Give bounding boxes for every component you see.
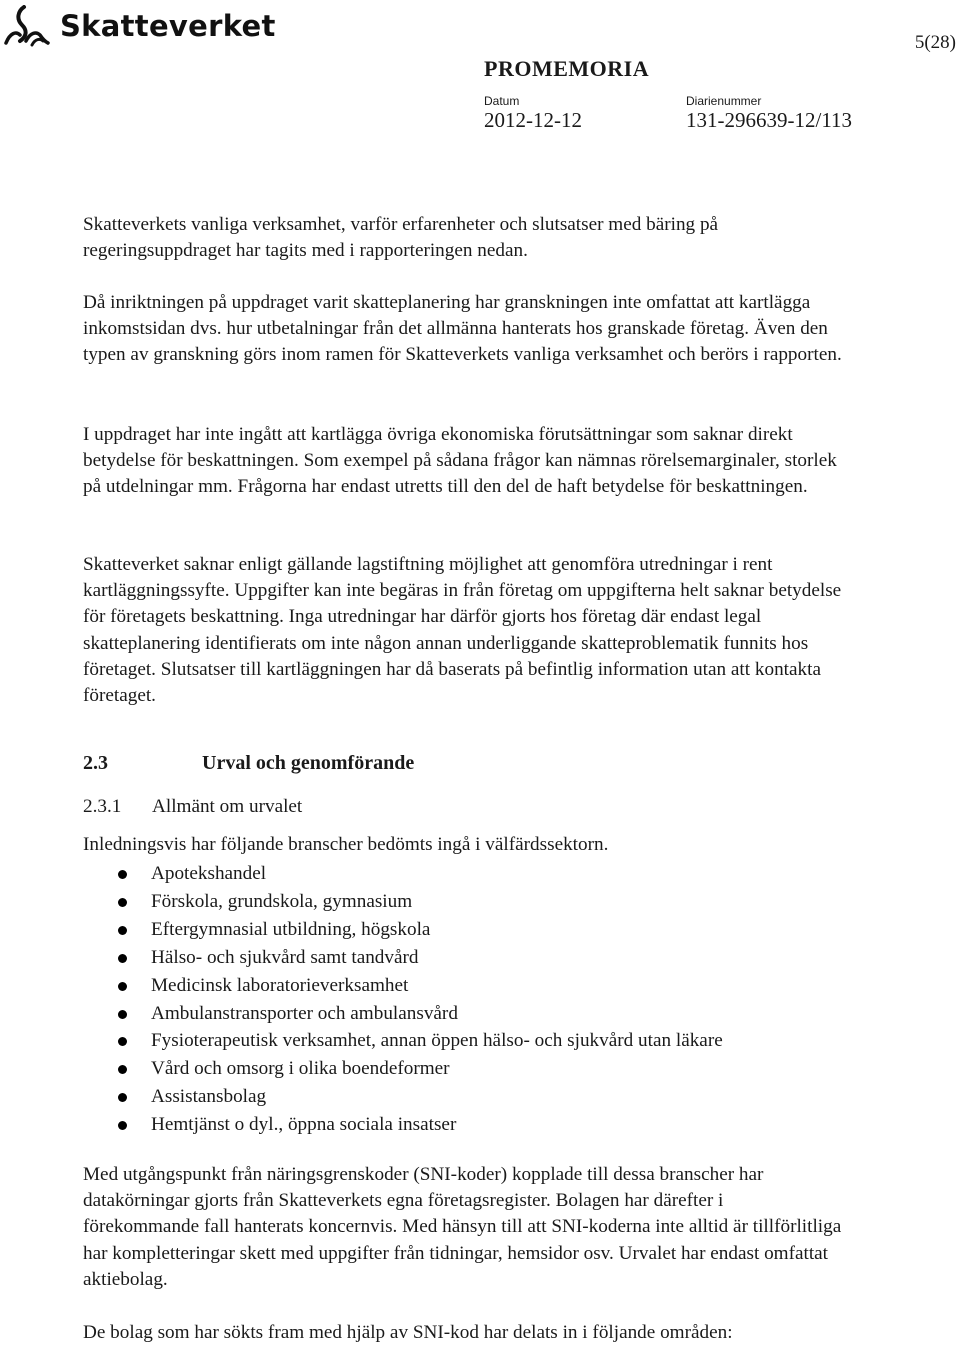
paragraph-5: Inledningsvis har följande branscher bedömts ingå i välfärdssektorn.	[83, 834, 609, 855]
date-label: Datum	[484, 94, 520, 108]
list-item: Hemtjänst o dyl., öppna sociala insatser	[83, 1111, 883, 1139]
list-item: Vård och omsorg i olika boendeformer	[83, 1055, 883, 1083]
paragraph-3: I uppdraget har inte ingått att kartlägga övriga ekonomiska förutsättningar som saknar direkt betydelse för beskattningen. Som exempel på sådana frågor kan nämnas rörelsemarginaler, storlek på utdelningar mm. Frågorna har endast utretts till den del de haft betydelse för beskattningen.	[83, 424, 837, 498]
logo	[2, 4, 276, 48]
bullet-icon	[118, 1093, 127, 1102]
bullet-icon	[118, 1010, 127, 1019]
document-type: PROMEMORIA	[484, 56, 650, 81]
bullet-icon	[118, 870, 127, 879]
reg-number-label: Diarienummer	[686, 94, 762, 108]
paragraph-7: De bolag som har sökts fram med hjälp av SNI-kod har delats in i följande områden:	[83, 1322, 733, 1343]
list-item: Assistansbolag	[83, 1083, 883, 1111]
bullet-icon	[118, 982, 127, 991]
bullet-icon	[118, 1037, 127, 1046]
bullet-icon	[118, 1065, 127, 1074]
list-item: Eftergymnasial utbildning, högskola	[83, 916, 883, 944]
list-item: Fysioterapeutisk verksamhet, annan öppen hälso- och sjukvård utan läkare	[83, 1027, 883, 1055]
branch-list	[83, 860, 883, 1139]
section-title: Urval och genomförande	[202, 752, 415, 774]
subsection-heading	[83, 796, 302, 818]
list-item: Apotekshandel	[83, 860, 883, 888]
subsection-title: Allmänt om urvalet	[152, 796, 303, 817]
skatteverket-logo-icon	[2, 5, 52, 47]
bullet-icon	[118, 1121, 127, 1130]
date-value: 2012-12-12	[484, 108, 582, 132]
list-item: Hälso- och sjukvård samt tandvård	[83, 944, 883, 972]
bullet-icon	[118, 954, 127, 963]
paragraph-1: Skatteverkets vanliga verksamhet, varför erfarenheter och slutsatser med bäring på regeringsuppdraget har tagits med i rapporteringen nedan.	[83, 214, 719, 262]
logo-text: Skatteverket	[60, 8, 276, 43]
bullet-icon	[118, 926, 127, 935]
page-number: 5(28)	[914, 32, 956, 53]
list-item: Förskola, grundskola, gymnasium	[83, 888, 883, 916]
paragraph-2: Då inriktningen på uppdraget varit skatteplanering har granskningen inte omfattat att kartlägga inkomstsidan dvs. hur utbetalningar från det allmänna hanterats hos granskade företag. Även den typen av granskning görs inom ramen för Skatteverkets vanliga verksamhet och berörs i rapporten.	[83, 292, 842, 366]
bullet-icon	[118, 898, 127, 907]
list-item: Ambulanstransporter och ambulansvård	[83, 1000, 883, 1028]
subsection-number: 2.3.1	[83, 796, 122, 817]
paragraph-4: Skatteverket saknar enligt gällande lagstiftning möjlighet att genomföra utredningar i rent kartläggningssyfte. Uppgifter kan inte begäras in från företag om uppgifterna helt saknar betydelse för företagets beskattning. Inga utredningar har därför gjorts hos företag där endast legal skatteplanering identifierats om inte någon annan underliggande skatteproblematik funnits hos företaget. Slutsatser till kartläggningen har då baserats på befintlig information utan att kontakta företaget.	[83, 554, 842, 707]
paragraph-6: Med utgångspunkt från näringsgrenskoder (SNI-koder) kopplade till dessa branscher har datakörningar gjorts från Skatteverkets egna företagsregister. Bolagen har därefter i förekommande fall hanterats koncernvis. Med hänsyn till att SNI-koderna inte alltid är tillförlitliga har kompletteringar skett med uppgifter från tidningar, hemsidor osv. Urvalet har endast omfattat aktiebolag.	[83, 1164, 842, 1290]
reg-number-value: 131-296639-12/113	[686, 108, 853, 132]
section-number: 2.3	[83, 752, 108, 774]
list-item: Medicinsk laboratorieverksamhet	[83, 972, 883, 1000]
section-heading	[83, 752, 414, 775]
